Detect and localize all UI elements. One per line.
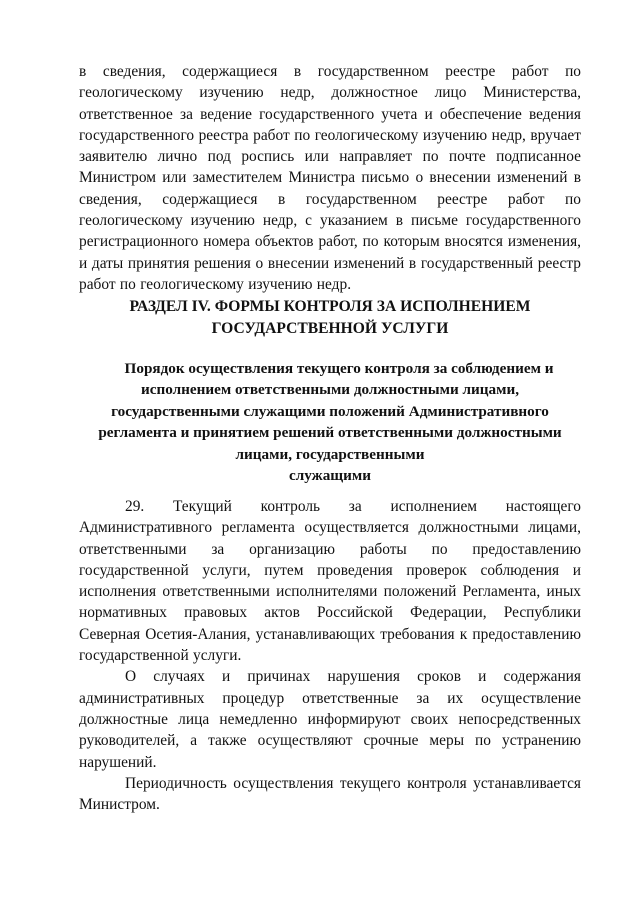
section-title (79, 296, 581, 339)
intro-paragraph-block (79, 61, 581, 295)
section-title-line2: ГОСУДАРСТВЕННОЙ УСЛУГИ (211, 319, 449, 337)
body-paragraphs-block (79, 496, 581, 815)
paragraph-periodicity: Периодичность осуществления текущего контроля устанавливается Министром. (79, 774, 581, 814)
paragraph-29: 29. Текущий контроль за исполнением настоящего Административного регламента осуществляется должностными лицами, ответственными за организацию работы по предоставлению государственной услуги, путем проведения проверок соблюдения и исполнения ответственными исполнителями положений Регламента, иных нормативных правовых актов Российской Федерации, Республики Северная Осетия-Алания, устанавливающих требования к предоставлению государственной услуги. (79, 498, 581, 665)
subsection-title-line1: Порядок осуществления текущего контроля за соблюдением и (124, 360, 554, 377)
subsection-title-line5: лицами, государственными (235, 445, 425, 463)
intro-paragraph: в сведения, содержащиеся в государственном реестре работ по геологическому изучению недр, должностное лицо Министерства, ответственное за ведение государственного учета и обеспечение ведения государственного реестра работ по геологическому изучению недр, вручает заявителю лично под роспись или направляет по почте подписанное Министром или заместителем Министра письмо о внесении изменений в сведения, содержащиеся в государственном реестре работ по геологическому изучению недр, с указанием в письме государственного регистрационного номера объектов работ, по которым вносятся изменения, и даты принятия решения о внесении изменений в государственный реестр работ по геологическому изучению недр. (79, 63, 581, 293)
subsection-title-line4: регламента и принятием решений ответственными должностными (98, 424, 562, 442)
subsection-title-line3: государственными служащими положений Административного (111, 402, 549, 420)
paragraph-violations: О случаях и причинах нарушения сроков и содержания административных процедур ответственные за их осуществление должностные лица немедленно информируют своих непосредственных руководителей, а также осуществляют срочные меры по устранению нарушений. (79, 668, 581, 771)
subsection-title (79, 358, 581, 486)
subsection-title-line2: исполнением ответственными должностными лицами, (140, 381, 520, 399)
section-title-line1: РАЗДЕЛ IV. ФОРМЫ КОНТРОЛЯ ЗА ИСПОЛНЕНИЕМ (129, 298, 531, 315)
subsection-title-line6: служащими (289, 467, 371, 485)
